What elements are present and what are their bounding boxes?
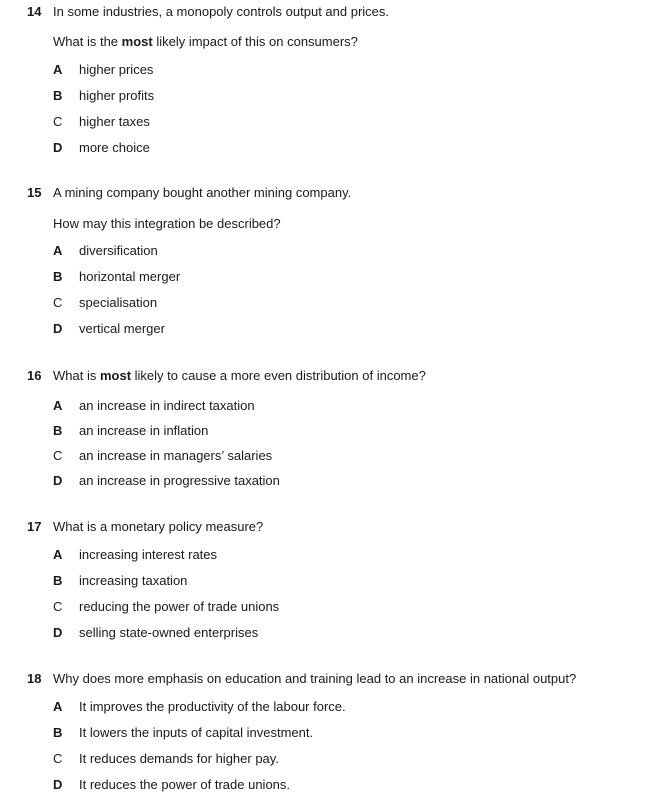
option-letter: C: [53, 295, 63, 310]
option-letter: D: [53, 777, 63, 792]
option-b[interactable]: [0, 725, 645, 743]
option-d[interactable]: [0, 625, 645, 643]
question-stem: [53, 368, 426, 384]
option-letter: B: [53, 725, 63, 740]
prompt-part: What is the: [53, 34, 122, 49]
question-prompt: How may this integration be described?: [53, 216, 281, 231]
option-text: It reduces demands for higher pay.: [79, 751, 279, 766]
option-a[interactable]: [0, 398, 645, 416]
stem-emphasis: most: [99, 368, 132, 383]
question-number: 18: [27, 671, 42, 686]
option-letter: B: [53, 269, 63, 284]
option-letter: C: [53, 751, 63, 766]
option-b[interactable]: [0, 269, 645, 287]
option-d[interactable]: [0, 140, 645, 158]
option-letter: C: [53, 448, 63, 463]
stem-part: What is: [53, 368, 100, 383]
option-text: increasing taxation: [79, 573, 188, 588]
option-letter: A: [53, 398, 63, 413]
question-stem: A mining company bought another mining company.: [53, 185, 352, 200]
option-d[interactable]: [0, 473, 645, 491]
option-text: It reduces the power of trade unions.: [79, 777, 291, 792]
option-text: an increase in progressive taxation: [79, 473, 280, 488]
option-letter: D: [53, 625, 63, 640]
option-b[interactable]: [0, 423, 645, 441]
option-letter: C: [53, 599, 63, 614]
question-prompt: [53, 34, 358, 50]
option-letter: D: [53, 473, 63, 488]
option-text: vertical merger: [79, 321, 165, 336]
question-stem: In some industries, a monopoly controls output and prices.: [53, 4, 390, 19]
option-text: diversification: [79, 243, 158, 258]
option-text: higher prices: [79, 62, 154, 77]
question-number: 15: [27, 185, 42, 200]
question-number: 16: [27, 368, 42, 383]
option-d[interactable]: [0, 777, 645, 795]
option-text: an increase in inflation: [79, 423, 209, 438]
option-text: an increase in indirect taxation: [79, 398, 255, 413]
prompt-part: likely impact of this on consumers?: [152, 34, 358, 49]
option-c[interactable]: [0, 114, 645, 132]
option-text: specialisation: [79, 295, 158, 310]
option-text: It improves the productivity of the labour force.: [79, 699, 346, 714]
option-letter: B: [53, 423, 63, 438]
option-text: higher taxes: [79, 114, 150, 129]
option-text: It lowers the inputs of capital investment.: [79, 725, 314, 740]
option-c[interactable]: [0, 751, 645, 769]
question-number: 17: [27, 519, 42, 534]
option-text: reducing the power of trade unions: [79, 599, 280, 614]
option-letter: A: [53, 547, 63, 562]
option-a[interactable]: [0, 547, 645, 565]
question-number: 14: [27, 4, 42, 19]
option-letter: A: [53, 243, 63, 258]
option-letter: A: [53, 699, 63, 714]
option-c[interactable]: [0, 599, 645, 617]
option-text: selling state-owned enterprises: [79, 625, 259, 640]
option-b[interactable]: [0, 573, 645, 591]
option-text: increasing interest rates: [79, 547, 218, 562]
option-text: horizontal merger: [79, 269, 181, 284]
option-b[interactable]: [0, 88, 645, 106]
question-stem: Why does more emphasis on education and training lead to an increase in national output?: [53, 671, 577, 686]
option-c[interactable]: [0, 295, 645, 313]
option-letter: C: [53, 114, 63, 129]
option-text: an increase in managers’ salaries: [79, 448, 273, 463]
option-letter: D: [53, 140, 63, 155]
option-c[interactable]: [0, 448, 645, 466]
option-letter: A: [53, 62, 63, 77]
option-a[interactable]: [0, 243, 645, 261]
question-stem: What is a monetary policy measure?: [53, 519, 264, 534]
option-letter: B: [53, 88, 63, 103]
option-letter: D: [53, 321, 63, 336]
option-a[interactable]: [0, 62, 645, 80]
option-a[interactable]: [0, 699, 645, 717]
stem-part: likely to cause a more even distribution of income?: [131, 368, 426, 383]
option-text: more choice: [79, 140, 150, 155]
option-d[interactable]: [0, 321, 645, 339]
prompt-emphasis: most: [121, 34, 153, 49]
option-letter: B: [53, 573, 63, 588]
option-text: higher profits: [79, 88, 155, 103]
